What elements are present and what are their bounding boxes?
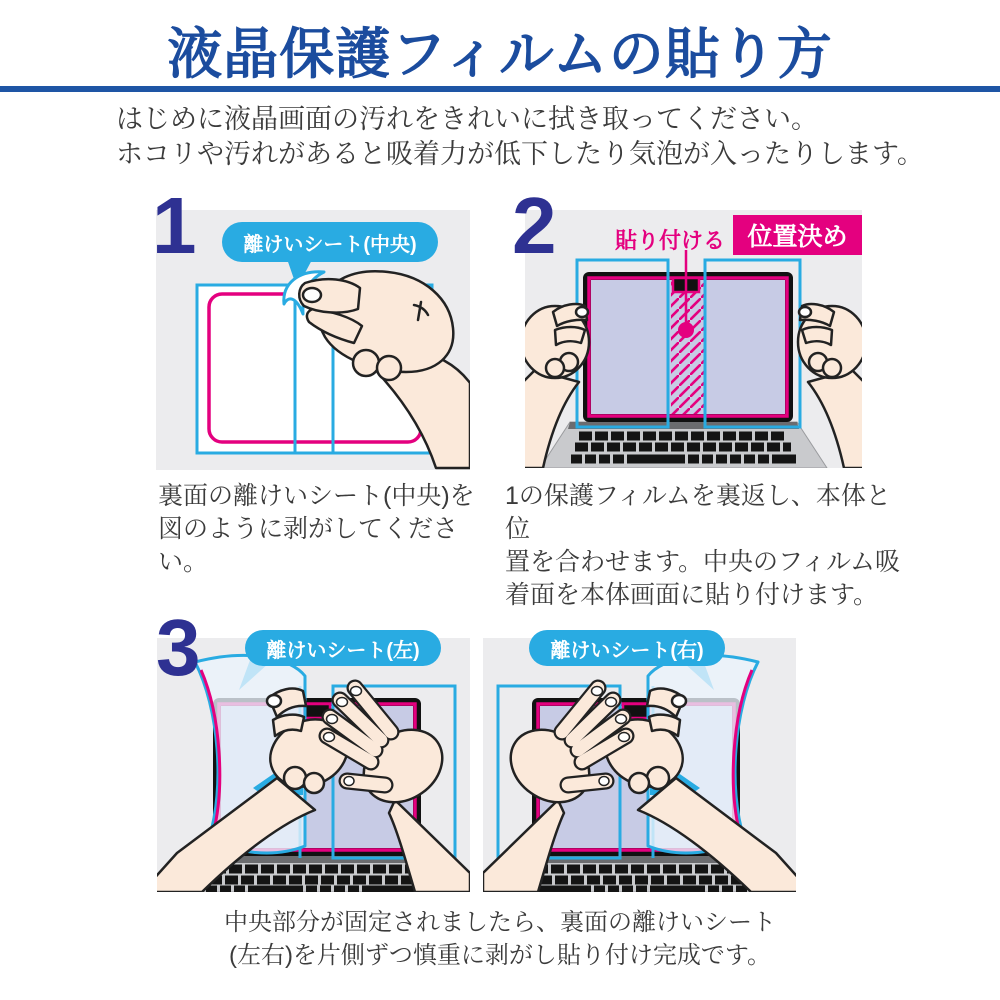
- step2-number: 2: [512, 181, 557, 270]
- step3-left-panel: [157, 638, 470, 892]
- laptop-keyboard: [540, 422, 827, 468]
- step3-caption-line2: (左右)を片側ずつ慎重に剥がし貼り付け完成です。: [228, 942, 772, 969]
- step1-panel: [156, 210, 470, 470]
- step2-panel: [525, 210, 862, 468]
- step2-attach-label: 貼り付ける: [615, 228, 726, 253]
- step3-right-bubble: 離けいシート(右): [529, 630, 725, 666]
- step1-number: 1: [152, 181, 197, 270]
- step1-caption-line1: 裏面の離けいシート(中央)を: [158, 482, 475, 510]
- page-title: 液晶保護フィルムの貼り方: [167, 23, 833, 85]
- step2-caption: [505, 480, 915, 612]
- intro-line-2: ホコリや汚れがあると吸着力が低下したり気泡が入ったりします。: [116, 139, 924, 169]
- laptop-screen: [583, 272, 793, 422]
- step1-caption: [158, 480, 498, 579]
- step2-positioning-badge: 位置決め: [733, 215, 862, 255]
- step3-caption: [150, 906, 850, 972]
- step2-caption-line2: 置を合わせます。中央のフィルム吸: [505, 548, 901, 576]
- step3-right-laptop-illustration: [483, 638, 796, 892]
- step3-number: 3: [156, 603, 201, 692]
- intro-text: [116, 102, 924, 172]
- title-underline: [0, 86, 1000, 92]
- step1-bubble: 離けいシート(中央): [222, 222, 438, 262]
- step1-caption-line2: 図のように剥がしてください。: [158, 515, 459, 576]
- intro-line-1: はじめに液晶画面の汚れをきれいに拭き取ってください。: [116, 104, 818, 134]
- adhesive-strip-hatch: [671, 280, 705, 414]
- step2-caption-line1: 1の保護フィルムを裏返し、本体と位: [505, 482, 891, 543]
- step3-caption-line1: 中央部分が固定されましたら、裏面の離けいシート: [224, 909, 776, 936]
- step2-caption-line3: 着面を本体画面に貼り付けます。: [505, 581, 879, 609]
- step3-left-bubble: 離けいシート(左): [245, 630, 441, 666]
- step3-right-panel: [483, 638, 796, 892]
- step3-left-laptop-illustration: [157, 638, 470, 892]
